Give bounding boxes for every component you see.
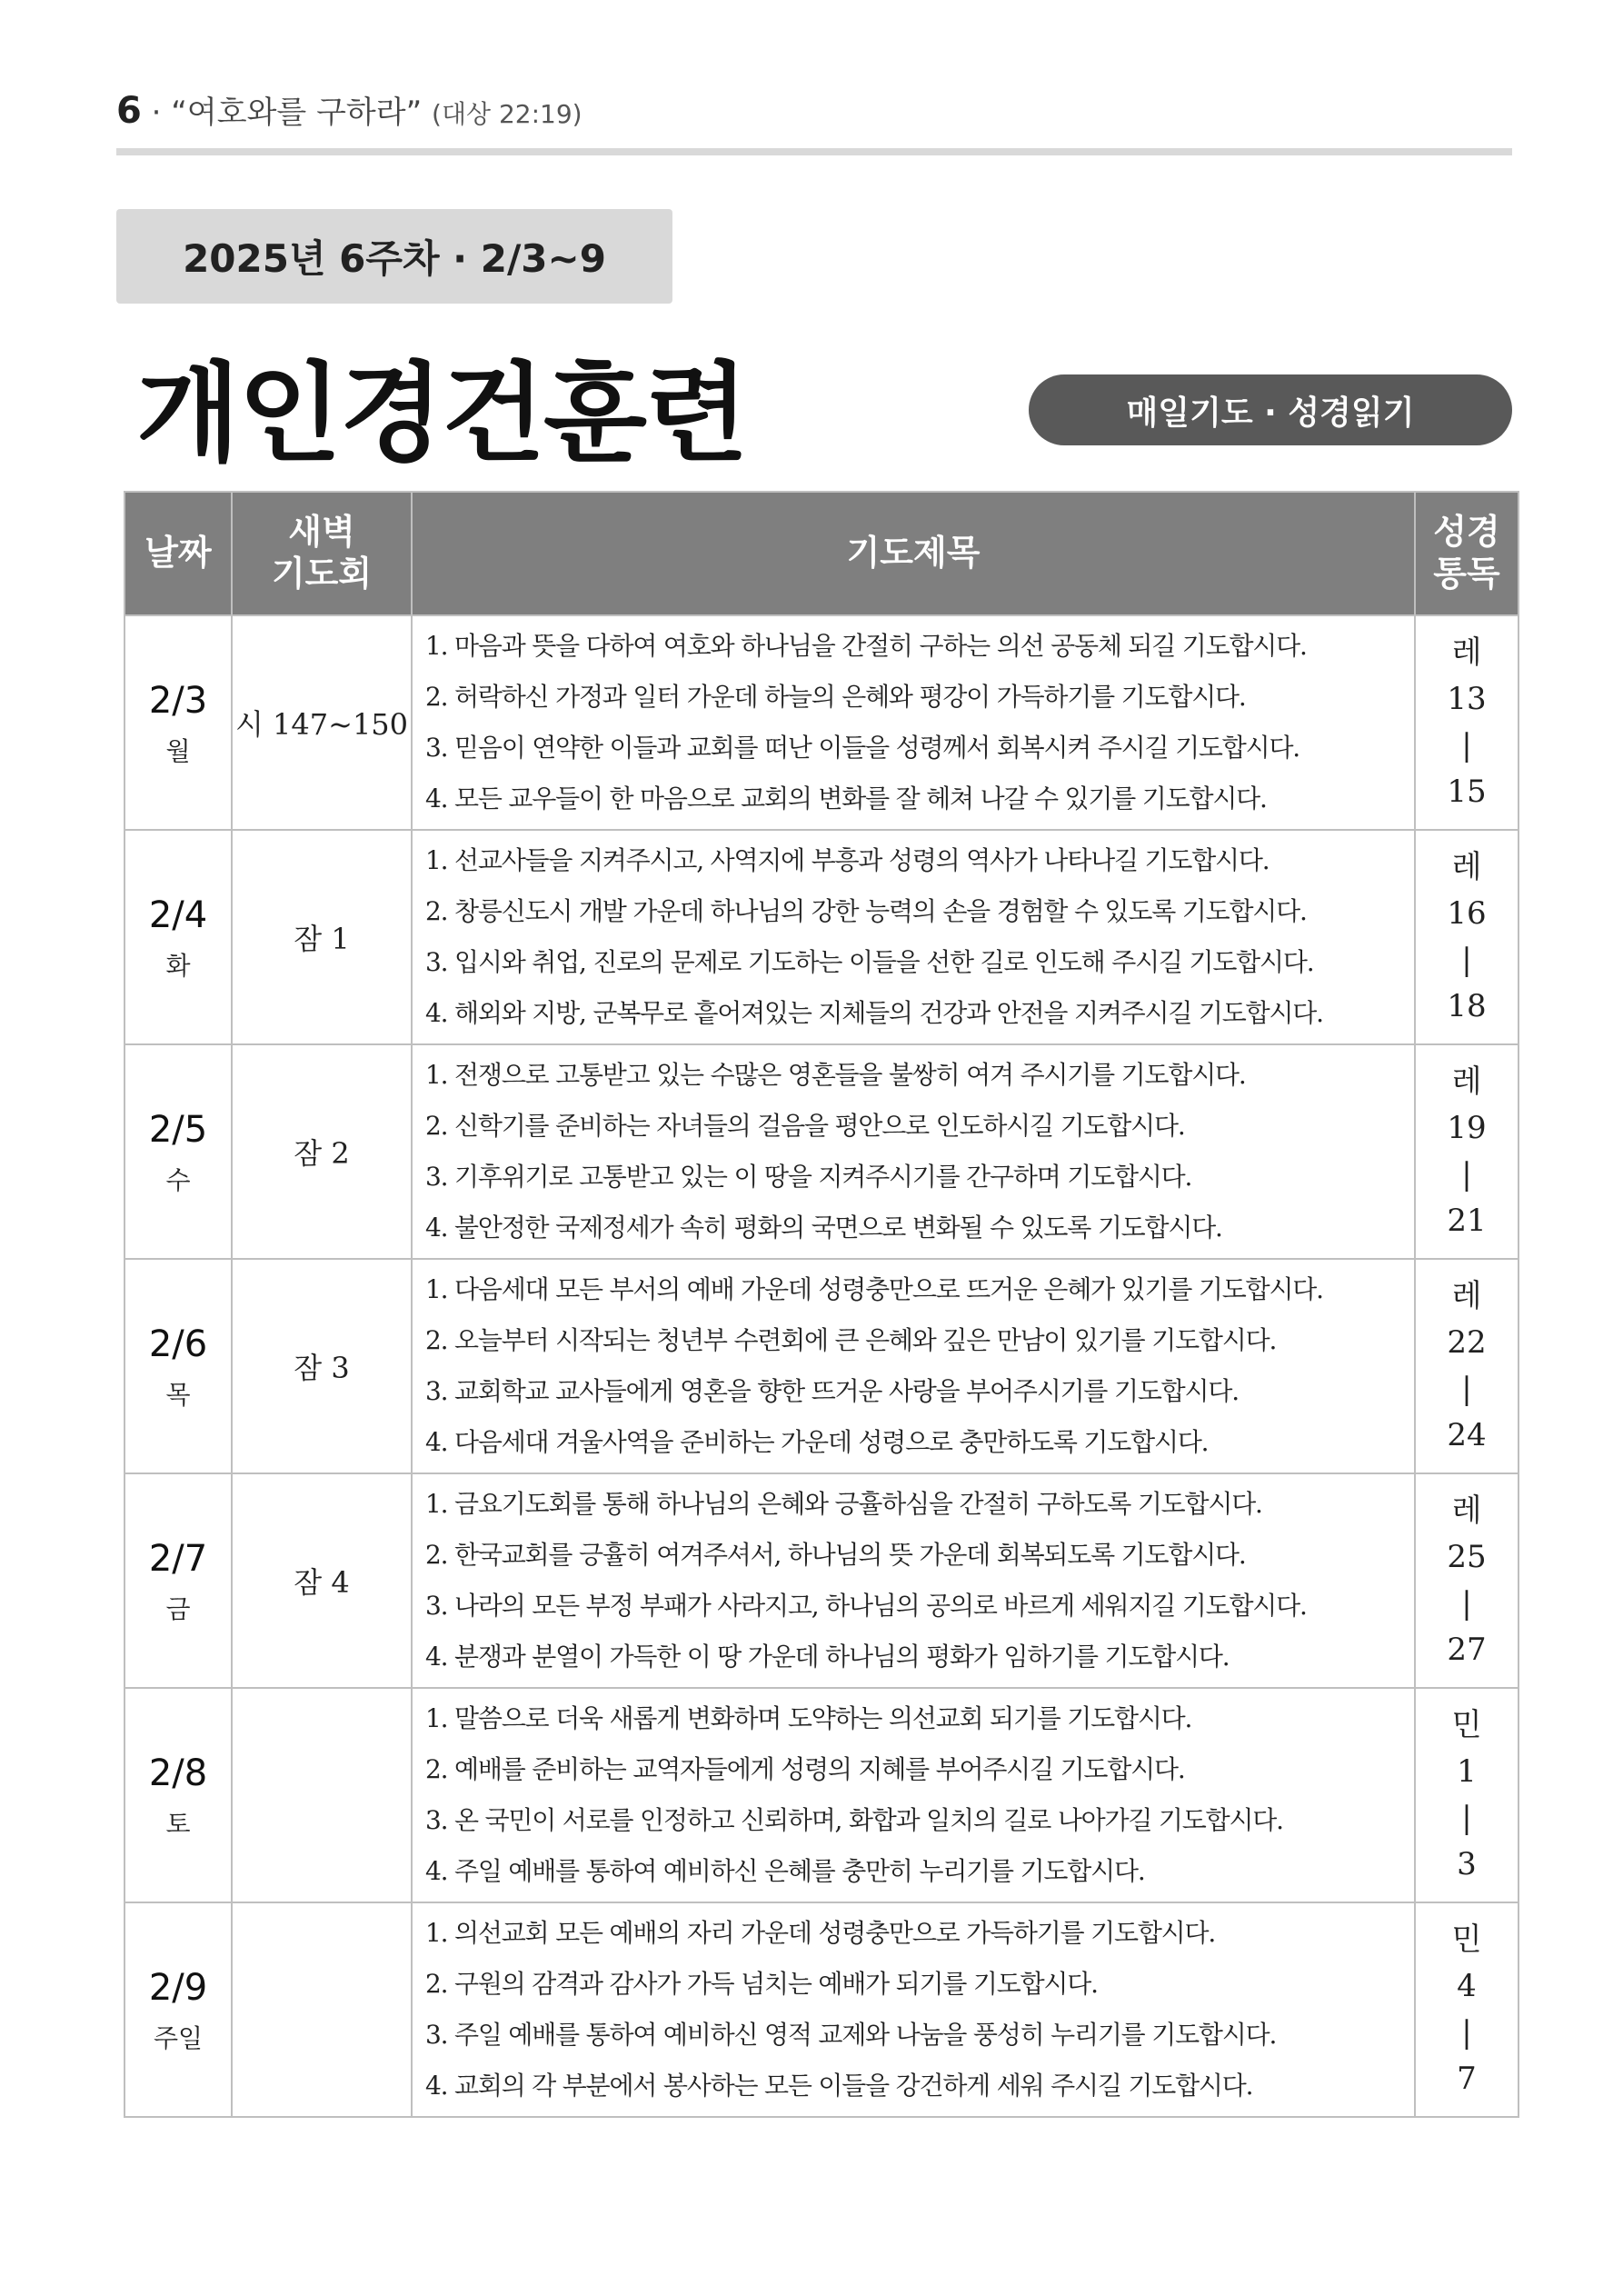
header-dawn bbox=[232, 492, 412, 615]
prayer-topics-cell bbox=[412, 1044, 1415, 1259]
date-cell bbox=[124, 1473, 232, 1688]
date-value: 2/9 bbox=[148, 1967, 208, 2009]
prayer-item: 4. 교회의 각 부분에서 봉사하는 모든 이들을 강건하게 세워 주시길 기도합시다. bbox=[425, 2071, 1253, 2101]
bible-start-chapter: 25 bbox=[1447, 1539, 1487, 1575]
prayer-item: 1. 마음과 뜻을 다하여 여호와 하나님을 간절히 구하는 의선 공동체 되길 기도합시다. bbox=[425, 631, 1307, 661]
page-header bbox=[116, 87, 582, 132]
bible-book: 레 bbox=[1451, 634, 1482, 671]
prayer-item: 2. 창릉신도시 개발 가운데 하나님의 강한 능력의 손을 경험할 수 있도록 기도합시다. bbox=[425, 896, 1307, 926]
dawn-prayer-cell bbox=[232, 1688, 412, 1902]
bible-start-chapter: 4 bbox=[1457, 1968, 1477, 2004]
date-value: 2/5 bbox=[148, 1109, 208, 1151]
bible-book: 민 bbox=[1451, 1922, 1482, 1958]
prayer-item: 3. 입시와 취업, 진로의 문제로 기도하는 이들을 선한 길로 인도해 주시길 기도합시다. bbox=[425, 947, 1314, 977]
bible-start-chapter: 22 bbox=[1447, 1324, 1487, 1361]
week-label: 2025년 6주차 · 2/3~9 bbox=[116, 209, 672, 304]
date-value: 2/4 bbox=[148, 894, 208, 936]
bible-reading-cell bbox=[1415, 615, 1518, 830]
prayer-list bbox=[425, 1479, 1414, 1682]
date-cell bbox=[124, 1902, 232, 2117]
bible-reading-cell bbox=[1415, 830, 1518, 1044]
prayer-item: 1. 전쟁으로 고통받고 있는 수많은 영혼들을 불쌍히 여겨 주시기를 기도합시다. bbox=[425, 1060, 1246, 1090]
prayer-item: 2. 허락하신 가정과 일터 가운데 하늘의 은혜와 평강이 가득하기를 기도합시다. bbox=[425, 682, 1246, 712]
table-row bbox=[124, 1902, 1518, 2117]
prayer-schedule-table bbox=[124, 491, 1519, 2118]
prayer-item: 4. 불안정한 국제정세가 속히 평화의 국면으로 변화될 수 있도록 기도합시다. bbox=[425, 1213, 1222, 1243]
prayer-topics-cell bbox=[412, 830, 1415, 1044]
bible-range-dash: | bbox=[1461, 1800, 1472, 1836]
weekday: 목 bbox=[165, 1380, 191, 1410]
prayer-topics-cell bbox=[412, 1473, 1415, 1688]
prayer-topics-cell bbox=[412, 1688, 1415, 1902]
bible-range-dash: | bbox=[1461, 942, 1472, 978]
prayer-item: 2. 구원의 감격과 감사가 가득 넘치는 예배가 되기를 기도합시다. bbox=[425, 1969, 1098, 1999]
header-prayer-label: 기도제목 bbox=[846, 533, 981, 574]
bible-end-chapter: 15 bbox=[1447, 774, 1487, 810]
prayer-item: 3. 교회학교 교사들에게 영혼을 향한 뜨거운 사랑을 부어주시기를 기도합시다. bbox=[425, 1376, 1239, 1406]
bible-book: 레 bbox=[1451, 1492, 1482, 1529]
bible-start-chapter: 13 bbox=[1447, 681, 1487, 717]
prayer-item: 3. 믿음이 연약한 이들과 교회를 떠난 이들을 성령께서 회복시켜 주시길 기도합시다. bbox=[425, 733, 1300, 763]
bible-reading-cell bbox=[1415, 1044, 1518, 1259]
weekday: 화 bbox=[165, 951, 191, 981]
bible-reading-cell bbox=[1415, 1688, 1518, 1902]
bible-reading-cell bbox=[1415, 1259, 1518, 1473]
header-bible-label: 성경 통독 bbox=[1433, 512, 1500, 594]
date-cell bbox=[124, 1259, 232, 1473]
table-row bbox=[124, 1044, 1518, 1259]
header-prayer bbox=[412, 492, 1415, 615]
bible-range-dash: | bbox=[1461, 1156, 1472, 1193]
prayer-item: 1. 선교사들을 지켜주시고, 사역지에 부흥과 성령의 역사가 나타나길 기도합시다. bbox=[425, 845, 1270, 875]
prayer-item: 4. 다음세대 겨울사역을 준비하는 가운데 성령으로 충만하도록 기도합시다. bbox=[425, 1427, 1209, 1457]
bible-reading-cell bbox=[1415, 1902, 1518, 2117]
header-dawn-label: 새벽 기도회 bbox=[271, 512, 373, 594]
weekday: 수 bbox=[165, 1165, 191, 1195]
weekday: 주일 bbox=[153, 2023, 204, 2053]
prayer-list bbox=[425, 1264, 1414, 1468]
table-row bbox=[124, 830, 1518, 1044]
table-row bbox=[124, 1688, 1518, 1902]
prayer-item: 2. 신학기를 준비하는 자녀들의 걸음을 평안으로 인도하시길 기도합시다. bbox=[425, 1111, 1185, 1141]
prayer-list bbox=[425, 1693, 1414, 1897]
subtitle-pill: 매일기도 · 성경읽기 bbox=[1029, 374, 1512, 445]
bible-book: 레 bbox=[1451, 1063, 1482, 1100]
bible-start-chapter: 16 bbox=[1447, 895, 1487, 932]
bible-range-dash: | bbox=[1461, 1585, 1472, 1622]
date-value: 2/3 bbox=[148, 680, 208, 722]
header-date bbox=[124, 492, 232, 615]
table-row bbox=[124, 1259, 1518, 1473]
prayer-item: 4. 모든 교우들이 한 마음으로 교회의 변화를 잘 헤쳐 나갈 수 있기를 기도합시다. bbox=[425, 784, 1267, 814]
prayer-item: 3. 나라의 모든 부정 부패가 사라지고, 하나님의 공의로 바르게 세워지길 기도합시다. bbox=[425, 1591, 1307, 1621]
dawn-prayer-cell bbox=[232, 1902, 412, 2117]
date-cell bbox=[124, 830, 232, 1044]
bible-book: 레 bbox=[1451, 849, 1482, 885]
date-cell bbox=[124, 1688, 232, 1902]
bible-start-chapter: 19 bbox=[1447, 1110, 1487, 1146]
dawn-prayer-cell: 잠 3 bbox=[232, 1259, 412, 1473]
dawn-prayer-cell: 잠 2 bbox=[232, 1044, 412, 1259]
bible-book: 민 bbox=[1451, 1707, 1482, 1743]
table-row bbox=[124, 615, 1518, 830]
bible-end-chapter: 21 bbox=[1447, 1203, 1487, 1239]
prayer-list bbox=[425, 1050, 1414, 1253]
weekday: 금 bbox=[165, 1594, 191, 1624]
weekday: 토 bbox=[165, 1809, 191, 1839]
dawn-prayer-cell: 잠 1 bbox=[232, 830, 412, 1044]
prayer-item: 2. 오늘부터 시작되는 청년부 수련회에 큰 은혜와 깊은 만남이 있기를 기도합시다. bbox=[425, 1325, 1277, 1355]
header-divider bbox=[116, 148, 1512, 155]
page-title: 개인경건훈련 bbox=[136, 351, 747, 476]
table-header-row bbox=[124, 492, 1518, 615]
prayer-topics-cell bbox=[412, 1259, 1415, 1473]
prayer-item: 3. 온 국민이 서로를 인정하고 신뢰하며, 화합과 일치의 길로 나아가길 기도합시다. bbox=[425, 1805, 1283, 1835]
bible-range-dash: | bbox=[1461, 727, 1472, 764]
prayer-topics-cell bbox=[412, 1902, 1415, 2117]
header-quote: “여호와를 구하라” bbox=[171, 95, 423, 131]
bible-end-chapter: 3 bbox=[1457, 1846, 1477, 1882]
prayer-item: 1. 말씀으로 더욱 새롭게 변화하며 도약하는 의선교회 되기를 기도합시다. bbox=[425, 1703, 1192, 1733]
date-value: 2/8 bbox=[148, 1752, 208, 1794]
table-row bbox=[124, 1473, 1518, 1688]
prayer-list bbox=[425, 835, 1414, 1039]
bible-start-chapter: 1 bbox=[1457, 1753, 1477, 1790]
prayer-list bbox=[425, 621, 1414, 824]
bible-reading-cell bbox=[1415, 1473, 1518, 1688]
prayer-item: 2. 예배를 준비하는 교역자들에게 성령의 지혜를 부어주시길 기도합시다. bbox=[425, 1754, 1185, 1784]
prayer-topics-cell bbox=[412, 615, 1415, 830]
prayer-item: 2. 한국교회를 긍휼히 여겨주셔서, 하나님의 뜻 가운데 회복되도록 기도합시다. bbox=[425, 1540, 1246, 1570]
weekday: 월 bbox=[165, 736, 191, 766]
prayer-item: 3. 주일 예배를 통하여 예비하신 영적 교제와 나눔을 풍성히 누리기를 기도합시다. bbox=[425, 2020, 1277, 2050]
bible-range-dash: | bbox=[1461, 1371, 1472, 1407]
date-cell bbox=[124, 615, 232, 830]
header-separator: · bbox=[151, 95, 162, 131]
bible-end-chapter: 27 bbox=[1447, 1632, 1487, 1668]
dawn-prayer-cell: 시 147~150 bbox=[232, 615, 412, 830]
prayer-item: 1. 다음세대 모든 부서의 예배 가운데 성령충만으로 뜨거운 은혜가 있기를 기도합시다. bbox=[425, 1274, 1323, 1304]
bible-range-dash: | bbox=[1461, 2014, 1472, 2051]
header-reference: (대상 22:19) bbox=[432, 99, 582, 129]
dawn-prayer-cell: 잠 4 bbox=[232, 1473, 412, 1688]
date-value: 2/6 bbox=[148, 1323, 208, 1365]
bible-end-chapter: 7 bbox=[1457, 2061, 1477, 2097]
header-bible bbox=[1415, 492, 1518, 615]
bible-end-chapter: 24 bbox=[1447, 1417, 1487, 1453]
prayer-item: 1. 의선교회 모든 예배의 자리 가운데 성령충만으로 가득하기를 기도합시다. bbox=[425, 1918, 1216, 1948]
prayer-item: 1. 금요기도회를 통해 하나님의 은혜와 긍휼하심을 간절히 구하도록 기도합시다. bbox=[425, 1489, 1262, 1519]
date-cell bbox=[124, 1044, 232, 1259]
prayer-list bbox=[425, 1908, 1414, 2111]
prayer-item: 4. 분쟁과 분열이 가득한 이 땅 가운데 하나님의 평화가 임하기를 기도합시다. bbox=[425, 1642, 1230, 1672]
prayer-item: 4. 해외와 지방, 군복무로 흩어져있는 지체들의 건강과 안전을 지켜주시길 기도합시다. bbox=[425, 998, 1323, 1028]
bible-end-chapter: 18 bbox=[1447, 988, 1487, 1024]
prayer-item: 3. 기후위기로 고통받고 있는 이 땅을 지켜주시기를 간구하며 기도합시다. bbox=[425, 1162, 1192, 1192]
header-date-label: 날짜 bbox=[144, 533, 212, 574]
page-number: 6 bbox=[116, 90, 142, 132]
prayer-item: 4. 주일 예배를 통하여 예비하신 은혜를 충만히 누리기를 기도합시다. bbox=[425, 1856, 1145, 1886]
bible-book: 레 bbox=[1451, 1278, 1482, 1314]
date-value: 2/7 bbox=[148, 1538, 208, 1580]
